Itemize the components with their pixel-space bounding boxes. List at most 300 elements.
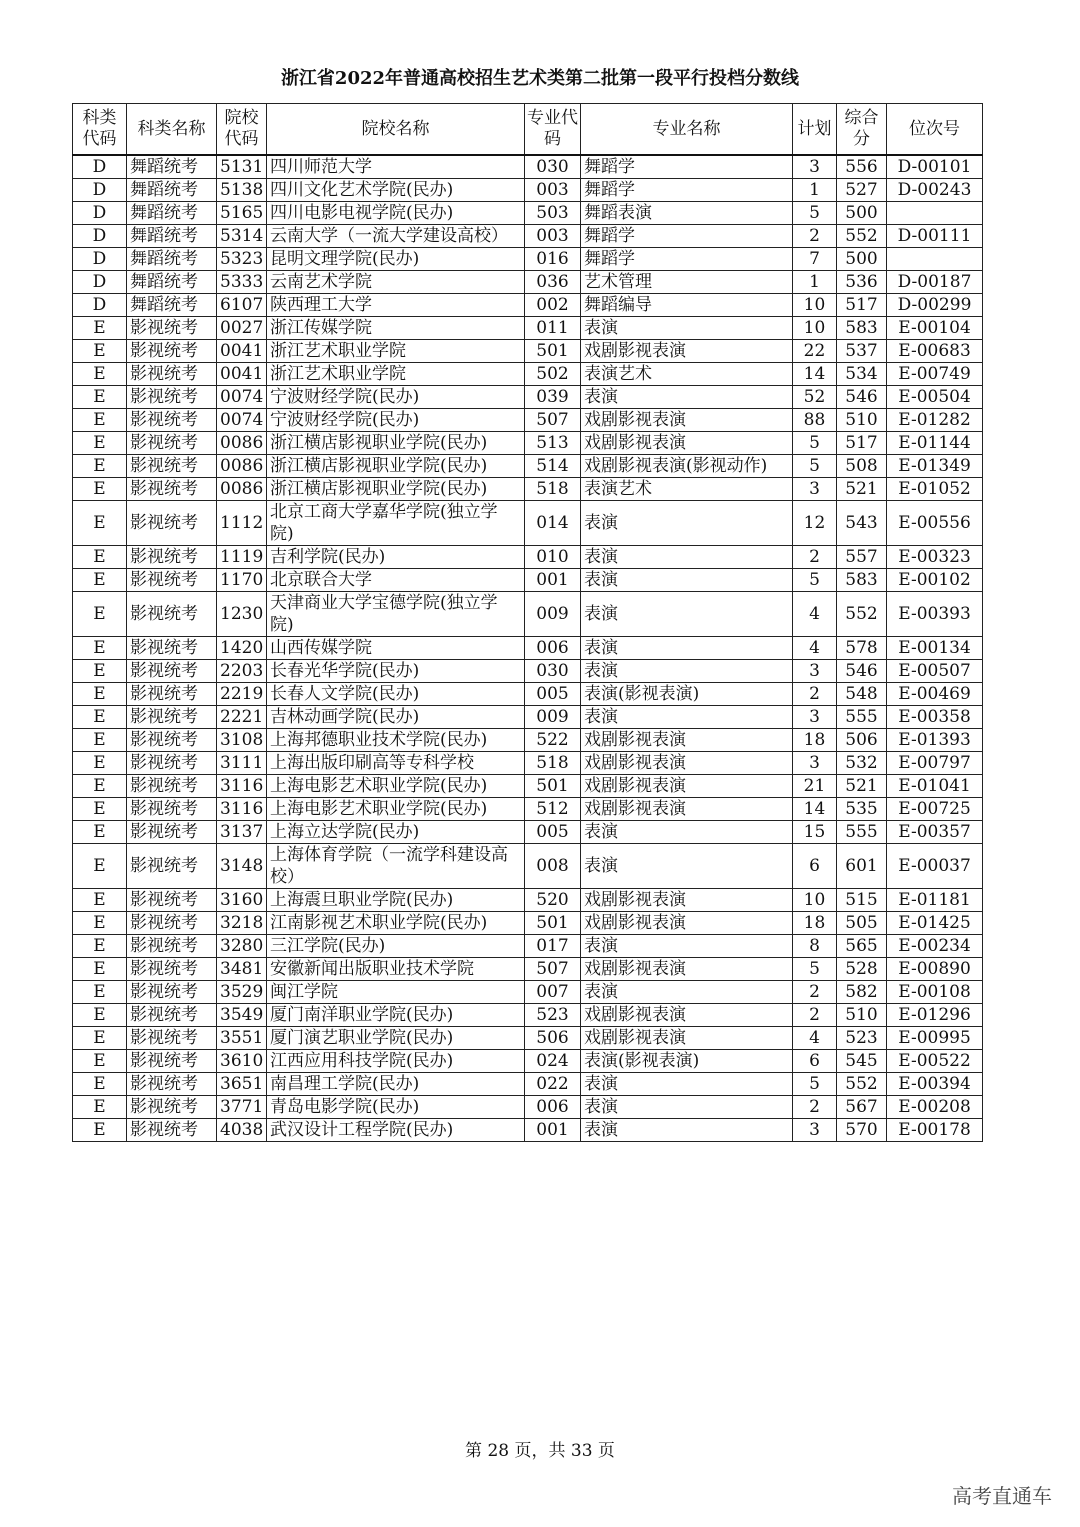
row-category-code: E [73, 1119, 127, 1142]
row-rank: E-00749 [887, 363, 983, 386]
table-row [73, 683, 983, 706]
row-category-code: E [73, 798, 127, 821]
row-score: 556 [837, 155, 887, 179]
row-category-code: E [73, 752, 127, 775]
row-major-code: 006 [525, 637, 581, 660]
row-plan: 10 [793, 294, 837, 317]
row-major-code: 514 [525, 455, 581, 478]
row-major-code: 001 [525, 569, 581, 592]
row-major-code: 005 [525, 683, 581, 706]
row-major-name: 表演 [581, 1073, 793, 1096]
row-plan: 12 [793, 501, 837, 546]
row-category-name: 影视统考 [127, 386, 217, 409]
row-score: 517 [837, 432, 887, 455]
row-major-code: 523 [525, 1004, 581, 1027]
row-category-name: 舞蹈统考 [127, 202, 217, 225]
row-major-name: 戏剧影视表演 [581, 1027, 793, 1050]
row-category-name: 舞蹈统考 [127, 294, 217, 317]
row-rank: E-01393 [887, 729, 983, 752]
row-school-code: 3116 [217, 775, 267, 798]
row-school-name: 长春人文学院(民办) [267, 683, 525, 706]
row-category-code: E [73, 1004, 127, 1027]
header-category-code: 科类代码 [73, 104, 127, 156]
page-footer: 第 28 页，共 33 页 [465, 1441, 615, 1461]
row-major-name: 舞蹈学 [581, 179, 793, 202]
row-major-code: 512 [525, 798, 581, 821]
row-score: 557 [837, 546, 887, 569]
row-major-name: 表演 [581, 546, 793, 569]
row-school-name: 上海电影艺术职业学院(民办) [267, 798, 525, 821]
row-school-code: 1170 [217, 569, 267, 592]
row-category-name: 影视统考 [127, 798, 217, 821]
row-school-name: 上海电影艺术职业学院(民办) [267, 775, 525, 798]
row-category-name: 舞蹈统考 [127, 155, 217, 179]
row-rank: D-00111 [887, 225, 983, 248]
row-plan: 2 [793, 1004, 837, 1027]
row-score: 552 [837, 225, 887, 248]
row-major-name: 表演(影视表演) [581, 683, 793, 706]
row-school-name: 宁波财经学院(民办) [267, 386, 525, 409]
row-major-code: 030 [525, 155, 581, 179]
row-category-code: D [73, 155, 127, 179]
row-school-code: 5333 [217, 271, 267, 294]
row-plan: 3 [793, 1119, 837, 1142]
row-school-name: 山西传媒学院 [267, 637, 525, 660]
row-school-code: 0027 [217, 317, 267, 340]
row-school-name: 浙江传媒学院 [267, 317, 525, 340]
row-school-name: 四川电影电视学院(民办) [267, 202, 525, 225]
row-major-name: 戏剧影视表演 [581, 889, 793, 912]
row-rank: D-00299 [887, 294, 983, 317]
row-rank: E-01425 [887, 912, 983, 935]
row-major-code: 501 [525, 775, 581, 798]
row-category-name: 影视统考 [127, 1004, 217, 1027]
row-category-name: 影视统考 [127, 478, 217, 501]
row-score: 521 [837, 775, 887, 798]
row-school-code: 3529 [217, 981, 267, 1004]
table-row [73, 340, 983, 363]
row-school-code: 3148 [217, 844, 267, 889]
row-plan: 2 [793, 546, 837, 569]
table-row [73, 798, 983, 821]
row-school-code: 3771 [217, 1096, 267, 1119]
row-plan: 4 [793, 1027, 837, 1050]
row-category-name: 影视统考 [127, 455, 217, 478]
row-score: 534 [837, 363, 887, 386]
row-major-code: 022 [525, 1073, 581, 1096]
row-score: 546 [837, 386, 887, 409]
row-school-name: 上海震旦职业学院(民办) [267, 889, 525, 912]
row-category-code: E [73, 706, 127, 729]
row-rank: E-00995 [887, 1027, 983, 1050]
row-plan: 4 [793, 592, 837, 637]
row-score: 555 [837, 821, 887, 844]
row-school-name: 四川文化艺术学院(民办) [267, 179, 525, 202]
row-major-code: 006 [525, 1096, 581, 1119]
row-category-code: E [73, 912, 127, 935]
row-school-code: 3481 [217, 958, 267, 981]
row-rank: E-00725 [887, 798, 983, 821]
row-plan: 5 [793, 455, 837, 478]
row-score: 578 [837, 637, 887, 660]
row-plan: 3 [793, 752, 837, 775]
row-plan: 2 [793, 1096, 837, 1119]
table-row [73, 546, 983, 569]
row-plan: 3 [793, 478, 837, 501]
row-score: 583 [837, 317, 887, 340]
row-score: 505 [837, 912, 887, 935]
row-plan: 15 [793, 821, 837, 844]
row-category-name: 影视统考 [127, 958, 217, 981]
row-category-name: 影视统考 [127, 844, 217, 889]
row-school-name: 武汉设计工程学院(民办) [267, 1119, 525, 1142]
row-major-name: 表演 [581, 569, 793, 592]
row-plan: 2 [793, 225, 837, 248]
row-score: 583 [837, 569, 887, 592]
row-category-name: 舞蹈统考 [127, 248, 217, 271]
row-plan: 2 [793, 981, 837, 1004]
table-row [73, 981, 983, 1004]
table-row [73, 706, 983, 729]
row-major-name: 戏剧影视表演 [581, 912, 793, 935]
row-score: 510 [837, 1004, 887, 1027]
row-school-code: 1119 [217, 546, 267, 569]
row-plan: 10 [793, 889, 837, 912]
row-major-name: 舞蹈编导 [581, 294, 793, 317]
row-category-code: D [73, 202, 127, 225]
row-rank: D-00187 [887, 271, 983, 294]
row-rank: E-00208 [887, 1096, 983, 1119]
row-school-code: 3549 [217, 1004, 267, 1027]
row-category-name: 影视统考 [127, 546, 217, 569]
table-row [73, 478, 983, 501]
row-rank [887, 248, 983, 271]
row-rank: E-00469 [887, 683, 983, 706]
row-school-name: 安徽新闻出版职业技术学院 [267, 958, 525, 981]
row-major-name: 戏剧影视表演 [581, 409, 793, 432]
row-major-name: 戏剧影视表演(影视动作) [581, 455, 793, 478]
row-category-name: 影视统考 [127, 683, 217, 706]
row-plan: 10 [793, 317, 837, 340]
row-category-name: 影视统考 [127, 1096, 217, 1119]
row-plan: 22 [793, 340, 837, 363]
row-school-code: 3108 [217, 729, 267, 752]
row-category-name: 影视统考 [127, 363, 217, 386]
row-category-name: 影视统考 [127, 935, 217, 958]
row-score: 601 [837, 844, 887, 889]
table-header-row [73, 104, 983, 156]
table-row [73, 202, 983, 225]
row-score: 528 [837, 958, 887, 981]
row-school-code: 0086 [217, 455, 267, 478]
table-row [73, 455, 983, 478]
row-rank: E-00504 [887, 386, 983, 409]
row-category-code: E [73, 660, 127, 683]
row-rank: E-00507 [887, 660, 983, 683]
page-title: 浙江省2022年普通高校招生艺术类第二批第一段平行投档分数线 [280, 68, 800, 89]
row-major-code: 522 [525, 729, 581, 752]
row-score: 532 [837, 752, 887, 775]
table-row [73, 409, 983, 432]
row-school-code: 0086 [217, 478, 267, 501]
row-school-name: 北京联合大学 [267, 569, 525, 592]
row-category-name: 影视统考 [127, 1073, 217, 1096]
row-major-name: 表演 [581, 501, 793, 546]
row-plan: 2 [793, 683, 837, 706]
row-school-code: 3551 [217, 1027, 267, 1050]
row-school-name: 青岛电影学院(民办) [267, 1096, 525, 1119]
row-school-name: 浙江艺术职业学院 [267, 363, 525, 386]
row-score: 506 [837, 729, 887, 752]
row-major-name: 戏剧影视表演 [581, 775, 793, 798]
header-category-name: 科类名称 [127, 104, 217, 156]
row-category-name: 影视统考 [127, 1050, 217, 1073]
table-row [73, 317, 983, 340]
row-school-code: 0074 [217, 409, 267, 432]
row-school-code: 2221 [217, 706, 267, 729]
row-score: 500 [837, 202, 887, 225]
row-category-code: E [73, 409, 127, 432]
row-major-code: 003 [525, 225, 581, 248]
table-row [73, 1027, 983, 1050]
row-major-name: 表演(影视表演) [581, 1050, 793, 1073]
row-major-code: 501 [525, 912, 581, 935]
header-school-code: 院校代码 [217, 104, 267, 156]
row-school-code: 3137 [217, 821, 267, 844]
row-plan: 6 [793, 844, 837, 889]
row-score: 567 [837, 1096, 887, 1119]
row-school-code: 3610 [217, 1050, 267, 1073]
row-plan: 5 [793, 569, 837, 592]
row-score: 546 [837, 660, 887, 683]
row-school-name: 吉林动画学院(民办) [267, 706, 525, 729]
row-rank: E-00683 [887, 340, 983, 363]
row-score: 552 [837, 1073, 887, 1096]
row-major-code: 010 [525, 546, 581, 569]
row-major-code: 513 [525, 432, 581, 455]
row-school-code: 1420 [217, 637, 267, 660]
row-school-code: 5138 [217, 179, 267, 202]
row-category-name: 影视统考 [127, 821, 217, 844]
row-score: 582 [837, 981, 887, 1004]
row-school-name: 厦门南洋职业学院(民办) [267, 1004, 525, 1027]
row-rank: E-01282 [887, 409, 983, 432]
row-major-code: 002 [525, 294, 581, 317]
row-score: 565 [837, 935, 887, 958]
header-rank: 位次号 [887, 104, 983, 156]
row-category-code: D [73, 294, 127, 317]
row-major-code: 007 [525, 981, 581, 1004]
table-row [73, 752, 983, 775]
table-row [73, 225, 983, 248]
row-plan: 7 [793, 248, 837, 271]
row-score: 536 [837, 271, 887, 294]
table-row [73, 1050, 983, 1073]
table-row [73, 179, 983, 202]
row-category-code: E [73, 935, 127, 958]
row-major-code: 518 [525, 752, 581, 775]
table-row [73, 844, 983, 889]
row-category-code: E [73, 821, 127, 844]
row-major-code: 005 [525, 821, 581, 844]
table-row [73, 889, 983, 912]
row-rank: E-01181 [887, 889, 983, 912]
row-school-code: 0041 [217, 340, 267, 363]
row-major-code: 016 [525, 248, 581, 271]
row-category-name: 影视统考 [127, 637, 217, 660]
row-major-name: 艺术管理 [581, 271, 793, 294]
table-row [73, 569, 983, 592]
row-category-name: 影视统考 [127, 592, 217, 637]
row-major-code: 507 [525, 958, 581, 981]
row-major-code: 001 [525, 1119, 581, 1142]
row-major-code: 009 [525, 592, 581, 637]
table-row [73, 363, 983, 386]
row-category-code: E [73, 501, 127, 546]
row-rank: E-00556 [887, 501, 983, 546]
row-major-code: 039 [525, 386, 581, 409]
row-score: 515 [837, 889, 887, 912]
row-major-name: 表演 [581, 637, 793, 660]
row-category-code: E [73, 1027, 127, 1050]
row-rank: E-00178 [887, 1119, 983, 1142]
row-school-name: 厦门演艺职业学院(民办) [267, 1027, 525, 1050]
row-school-name: 浙江艺术职业学院 [267, 340, 525, 363]
table-row [73, 775, 983, 798]
row-plan: 3 [793, 155, 837, 179]
table-row [73, 592, 983, 637]
score-table [72, 103, 983, 1142]
row-major-name: 表演 [581, 844, 793, 889]
row-major-name: 表演艺术 [581, 363, 793, 386]
row-major-name: 戏剧影视表演 [581, 752, 793, 775]
row-category-name: 影视统考 [127, 729, 217, 752]
table-row [73, 958, 983, 981]
row-rank: E-01041 [887, 775, 983, 798]
row-major-code: 024 [525, 1050, 581, 1073]
row-school-name: 吉利学院(民办) [267, 546, 525, 569]
row-major-name: 表演 [581, 981, 793, 1004]
row-plan: 5 [793, 202, 837, 225]
row-score: 527 [837, 179, 887, 202]
row-school-code: 6107 [217, 294, 267, 317]
row-school-code: 2203 [217, 660, 267, 683]
row-plan: 6 [793, 1050, 837, 1073]
row-major-name: 戏剧影视表演 [581, 432, 793, 455]
row-rank: E-00323 [887, 546, 983, 569]
row-category-code: E [73, 1073, 127, 1096]
row-score: 543 [837, 501, 887, 546]
row-score: 548 [837, 683, 887, 706]
row-score: 508 [837, 455, 887, 478]
row-major-code: 501 [525, 340, 581, 363]
row-school-code: 3280 [217, 935, 267, 958]
row-category-name: 影视统考 [127, 660, 217, 683]
row-plan: 18 [793, 912, 837, 935]
row-category-code: E [73, 844, 127, 889]
row-school-code: 3111 [217, 752, 267, 775]
row-school-name: 浙江横店影视职业学院(民办) [267, 432, 525, 455]
row-category-name: 舞蹈统考 [127, 271, 217, 294]
row-major-code: 506 [525, 1027, 581, 1050]
row-category-code: E [73, 317, 127, 340]
row-category-code: E [73, 386, 127, 409]
row-school-name: 陕西理工大学 [267, 294, 525, 317]
row-category-code: E [73, 958, 127, 981]
row-plan: 88 [793, 409, 837, 432]
row-rank: E-01052 [887, 478, 983, 501]
row-school-name: 江南影视艺术职业学院(民办) [267, 912, 525, 935]
row-score: 500 [837, 248, 887, 271]
row-plan: 3 [793, 660, 837, 683]
row-plan: 14 [793, 363, 837, 386]
row-category-code: E [73, 683, 127, 706]
row-major-code: 036 [525, 271, 581, 294]
row-category-name: 影视统考 [127, 912, 217, 935]
row-plan: 5 [793, 958, 837, 981]
row-category-name: 影视统考 [127, 340, 217, 363]
row-category-name: 影视统考 [127, 501, 217, 546]
row-major-code: 014 [525, 501, 581, 546]
row-school-name: 云南大学（一流大学建设高校） [267, 225, 525, 248]
row-major-name: 戏剧影视表演 [581, 729, 793, 752]
row-rank: D-00101 [887, 155, 983, 179]
header-major-code: 专业代码 [525, 104, 581, 156]
row-plan: 5 [793, 432, 837, 455]
row-rank: E-01296 [887, 1004, 983, 1027]
row-major-code: 008 [525, 844, 581, 889]
table-row [73, 637, 983, 660]
row-category-code: E [73, 592, 127, 637]
row-school-name: 北京工商大学嘉华学院(独立学院) [267, 501, 525, 546]
row-school-code: 5165 [217, 202, 267, 225]
row-category-name: 影视统考 [127, 409, 217, 432]
row-category-code: E [73, 432, 127, 455]
row-school-name: 上海邦德职业技术学院(民办) [267, 729, 525, 752]
table-row [73, 155, 983, 179]
row-rank: E-00890 [887, 958, 983, 981]
row-category-code: E [73, 775, 127, 798]
row-major-name: 舞蹈学 [581, 248, 793, 271]
row-category-name: 影视统考 [127, 775, 217, 798]
row-major-name: 表演 [581, 1119, 793, 1142]
row-rank: E-00357 [887, 821, 983, 844]
row-score: 510 [837, 409, 887, 432]
row-category-code: E [73, 729, 127, 752]
row-rank [887, 202, 983, 225]
row-plan: 14 [793, 798, 837, 821]
row-school-code: 3160 [217, 889, 267, 912]
row-school-code: 0086 [217, 432, 267, 455]
row-category-code: E [73, 363, 127, 386]
table-row [73, 1073, 983, 1096]
row-category-code: D [73, 225, 127, 248]
row-category-name: 影视统考 [127, 1027, 217, 1050]
row-rank: E-00394 [887, 1073, 983, 1096]
row-score: 545 [837, 1050, 887, 1073]
row-category-name: 影视统考 [127, 706, 217, 729]
row-category-code: E [73, 546, 127, 569]
row-major-code: 507 [525, 409, 581, 432]
header-plan: 计划 [793, 104, 837, 156]
table-row [73, 660, 983, 683]
header-major-name: 专业名称 [581, 104, 793, 156]
row-rank: E-00104 [887, 317, 983, 340]
row-major-name: 戏剧影视表演 [581, 958, 793, 981]
row-major-name: 表演艺术 [581, 478, 793, 501]
row-major-name: 表演 [581, 317, 793, 340]
row-category-code: D [73, 271, 127, 294]
